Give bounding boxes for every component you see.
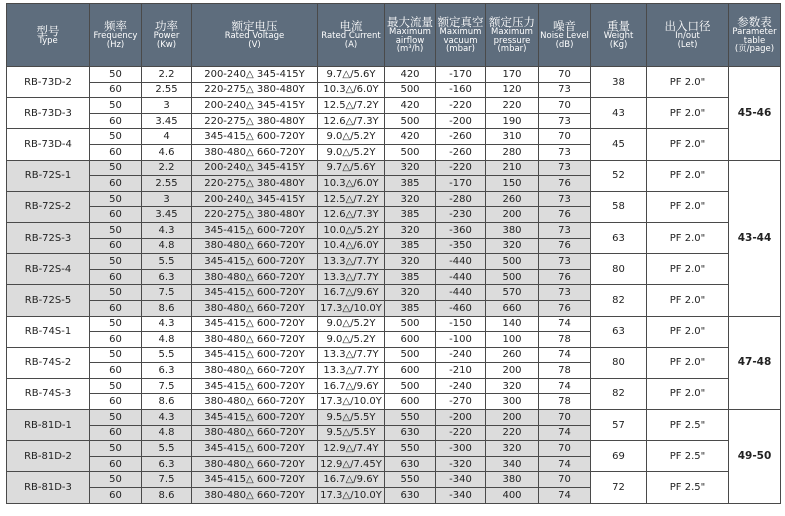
power-cell: 4.3: [142, 316, 192, 332]
header-noise: 噪音 Noise Level (dB): [539, 4, 591, 67]
inout-cell: PF 2.5": [647, 441, 729, 472]
pressure-cell: 200: [486, 410, 539, 426]
noise-cell: 70: [539, 67, 591, 83]
airflow-cell: 320: [385, 160, 436, 176]
noise-cell: 78: [539, 363, 591, 379]
vacuum-cell: -440: [436, 285, 486, 301]
voltage-cell: 380-480△ 660-720Y: [192, 238, 318, 254]
pressure-cell: 150: [486, 176, 539, 192]
table-row: [7, 285, 781, 301]
power-cell: 5.5: [142, 441, 192, 457]
frequency-cell: 50: [90, 410, 142, 426]
frequency-cell: 60: [90, 456, 142, 472]
noise-cell: 73: [539, 285, 591, 301]
current-cell: 9.0△/5.2Y: [318, 332, 385, 348]
voltage-cell: 345-415△ 600-720Y: [192, 254, 318, 270]
model-type-cell: RB-72S-4: [7, 254, 90, 285]
frequency-cell: 60: [90, 300, 142, 316]
noise-cell: 70: [539, 472, 591, 488]
model-type-cell: RB-72S-5: [7, 285, 90, 316]
noise-cell: 74: [539, 425, 591, 441]
current-cell: 13.3△/7.7Y: [318, 254, 385, 270]
pressure-cell: 200: [486, 207, 539, 223]
frequency-cell: 50: [90, 316, 142, 332]
current-cell: 16.7△/9.6Y: [318, 285, 385, 301]
pressure-cell: 340: [486, 456, 539, 472]
table-row: [7, 378, 781, 394]
vacuum-cell: -220: [436, 425, 486, 441]
noise-cell: 73: [539, 82, 591, 98]
current-cell: 17.3△/10.0Y: [318, 394, 385, 410]
noise-cell: 73: [539, 191, 591, 207]
pressure-cell: 280: [486, 144, 539, 160]
frequency-cell: 50: [90, 129, 142, 145]
parameter-page-cell: 45-46: [729, 67, 781, 161]
power-cell: 5.5: [142, 347, 192, 363]
voltage-cell: 380-480△ 660-720Y: [192, 300, 318, 316]
airflow-cell: 500: [385, 378, 436, 394]
current-cell: 9.0△/5.2Y: [318, 316, 385, 332]
model-type-cell: RB-72S-3: [7, 222, 90, 253]
airflow-cell: 600: [385, 363, 436, 379]
airflow-cell: 420: [385, 129, 436, 145]
power-cell: 2.55: [142, 176, 192, 192]
pressure-cell: 570: [486, 285, 539, 301]
inout-cell: PF 2.5": [647, 472, 729, 503]
vacuum-cell: -220: [436, 98, 486, 114]
inout-cell: PF 2.5": [647, 410, 729, 441]
vacuum-cell: -260: [436, 129, 486, 145]
vacuum-cell: -440: [436, 254, 486, 270]
inout-cell: PF 2.0": [647, 378, 729, 409]
current-cell: 12.5△/7.2Y: [318, 191, 385, 207]
voltage-cell: 200-240△ 345-415Y: [192, 98, 318, 114]
current-cell: 12.9△/7.4Y: [318, 441, 385, 457]
vacuum-cell: -300: [436, 441, 486, 457]
header-parameter-table: 参数表 Parameter table (页/page): [729, 4, 781, 67]
current-cell: 10.4△/6.0Y: [318, 238, 385, 254]
frequency-cell: 50: [90, 378, 142, 394]
frequency-cell: 50: [90, 98, 142, 114]
inout-cell: PF 2.0": [647, 129, 729, 160]
noise-cell: 78: [539, 332, 591, 348]
table-row: [7, 67, 781, 83]
airflow-cell: 385: [385, 176, 436, 192]
power-cell: 2.2: [142, 160, 192, 176]
power-cell: 7.5: [142, 472, 192, 488]
frequency-cell: 50: [90, 222, 142, 238]
header-weight: 重量 Weight (Kg): [591, 4, 647, 67]
model-type-cell: RB-74S-2: [7, 347, 90, 378]
power-cell: 6.3: [142, 269, 192, 285]
table-row: [7, 222, 781, 238]
power-cell: 8.6: [142, 488, 192, 504]
weight-cell: 82: [591, 285, 647, 316]
power-cell: 6.3: [142, 456, 192, 472]
voltage-cell: 200-240△ 345-415Y: [192, 191, 318, 207]
noise-cell: 74: [539, 347, 591, 363]
pressure-cell: 220: [486, 98, 539, 114]
current-cell: 9.7△/5.6Y: [318, 160, 385, 176]
noise-cell: 76: [539, 300, 591, 316]
frequency-cell: 50: [90, 160, 142, 176]
voltage-cell: 220-275△ 380-480Y: [192, 82, 318, 98]
frequency-cell: 50: [90, 254, 142, 270]
noise-cell: 73: [539, 222, 591, 238]
vacuum-cell: -100: [436, 332, 486, 348]
noise-cell: 70: [539, 129, 591, 145]
noise-cell: 70: [539, 410, 591, 426]
vacuum-cell: -150: [436, 316, 486, 332]
inout-cell: PF 2.0": [647, 254, 729, 285]
noise-cell: 73: [539, 113, 591, 129]
frequency-cell: 60: [90, 332, 142, 348]
weight-cell: 63: [591, 222, 647, 253]
frequency-cell: 50: [90, 472, 142, 488]
airflow-cell: 320: [385, 222, 436, 238]
voltage-cell: 345-415△ 600-720Y: [192, 378, 318, 394]
table-row: [7, 98, 781, 114]
current-cell: 9.5△/5.5Y: [318, 425, 385, 441]
voltage-cell: 380-480△ 660-720Y: [192, 332, 318, 348]
airflow-cell: 550: [385, 410, 436, 426]
pressure-cell: 380: [486, 222, 539, 238]
noise-cell: 74: [539, 488, 591, 504]
voltage-cell: 220-275△ 380-480Y: [192, 207, 318, 223]
frequency-cell: 60: [90, 82, 142, 98]
current-cell: 16.7△/9.6Y: [318, 472, 385, 488]
weight-cell: 72: [591, 472, 647, 503]
parameter-page-cell: 47-48: [729, 316, 781, 410]
power-cell: 7.5: [142, 285, 192, 301]
pressure-cell: 200: [486, 363, 539, 379]
pressure-cell: 320: [486, 378, 539, 394]
current-cell: 12.6△/7.3Y: [318, 113, 385, 129]
noise-cell: 76: [539, 238, 591, 254]
model-type-cell: RB-73D-4: [7, 129, 90, 160]
vacuum-cell: -440: [436, 269, 486, 285]
pressure-cell: 140: [486, 316, 539, 332]
noise-cell: 76: [539, 269, 591, 285]
noise-cell: 74: [539, 456, 591, 472]
model-type-cell: RB-73D-3: [7, 98, 90, 129]
airflow-cell: 630: [385, 488, 436, 504]
vacuum-cell: -340: [436, 472, 486, 488]
voltage-cell: 380-480△ 660-720Y: [192, 269, 318, 285]
vacuum-cell: -270: [436, 394, 486, 410]
vacuum-cell: -200: [436, 410, 486, 426]
table-body: [7, 67, 781, 504]
frequency-cell: 50: [90, 347, 142, 363]
pressure-cell: 300: [486, 394, 539, 410]
current-cell: 9.7△/5.6Y: [318, 67, 385, 83]
vacuum-cell: -280: [436, 191, 486, 207]
power-cell: 4: [142, 129, 192, 145]
current-cell: 9.0△/5.2Y: [318, 144, 385, 160]
pressure-cell: 500: [486, 269, 539, 285]
noise-cell: 73: [539, 160, 591, 176]
airflow-cell: 550: [385, 441, 436, 457]
current-cell: 16.7△/9.6Y: [318, 378, 385, 394]
voltage-cell: 200-240△ 345-415Y: [192, 67, 318, 83]
power-cell: 4.6: [142, 144, 192, 160]
model-type-cell: RB-72S-2: [7, 191, 90, 222]
frequency-cell: 60: [90, 176, 142, 192]
pressure-cell: 260: [486, 191, 539, 207]
power-cell: 2.2: [142, 67, 192, 83]
pressure-cell: 210: [486, 160, 539, 176]
voltage-cell: 380-480△ 660-720Y: [192, 456, 318, 472]
voltage-cell: 345-415△ 600-720Y: [192, 410, 318, 426]
table-row: [7, 129, 781, 145]
model-type-cell: RB-73D-2: [7, 67, 90, 98]
vacuum-cell: -260: [436, 144, 486, 160]
vacuum-cell: -200: [436, 113, 486, 129]
weight-cell: 38: [591, 67, 647, 98]
vacuum-cell: -320: [436, 456, 486, 472]
noise-cell: 73: [539, 144, 591, 160]
noise-cell: 74: [539, 316, 591, 332]
current-cell: 9.0△/5.2Y: [318, 129, 385, 145]
current-cell: 17.3△/10.0Y: [318, 488, 385, 504]
current-cell: 17.3△/10.0Y: [318, 300, 385, 316]
table-row: [7, 191, 781, 207]
power-cell: 3.45: [142, 207, 192, 223]
spec-table: [6, 3, 781, 504]
voltage-cell: 380-480△ 660-720Y: [192, 488, 318, 504]
power-cell: 6.3: [142, 363, 192, 379]
airflow-cell: 550: [385, 472, 436, 488]
weight-cell: 82: [591, 378, 647, 409]
header-row: [7, 4, 781, 67]
inout-cell: PF 2.0": [647, 316, 729, 347]
power-cell: 3: [142, 98, 192, 114]
frequency-cell: 50: [90, 285, 142, 301]
pressure-cell: 660: [486, 300, 539, 316]
noise-cell: 76: [539, 207, 591, 223]
voltage-cell: 345-415△ 600-720Y: [192, 347, 318, 363]
airflow-cell: 320: [385, 285, 436, 301]
current-cell: 12.5△/7.2Y: [318, 98, 385, 114]
airflow-cell: 600: [385, 332, 436, 348]
model-type-cell: RB-81D-1: [7, 410, 90, 441]
table-row: [7, 347, 781, 363]
pressure-cell: 220: [486, 425, 539, 441]
airflow-cell: 385: [385, 207, 436, 223]
voltage-cell: 380-480△ 660-720Y: [192, 363, 318, 379]
weight-cell: 45: [591, 129, 647, 160]
voltage-cell: 200-240△ 345-415Y: [192, 160, 318, 176]
weight-cell: 43: [591, 98, 647, 129]
vacuum-cell: -160: [436, 82, 486, 98]
vacuum-cell: -360: [436, 222, 486, 238]
pressure-cell: 320: [486, 441, 539, 457]
current-cell: 10.3△/6.0Y: [318, 82, 385, 98]
noise-cell: 76: [539, 176, 591, 192]
model-type-cell: RB-74S-1: [7, 316, 90, 347]
voltage-cell: 380-480△ 660-720Y: [192, 394, 318, 410]
header-frequency: 频率 Frequency (Hz): [90, 4, 142, 67]
power-cell: 4.8: [142, 425, 192, 441]
frequency-cell: 60: [90, 394, 142, 410]
current-cell: 12.9△/7.45Y: [318, 456, 385, 472]
frequency-cell: 50: [90, 441, 142, 457]
inout-cell: PF 2.0": [647, 222, 729, 253]
voltage-cell: 380-480△ 660-720Y: [192, 144, 318, 160]
table-row: [7, 254, 781, 270]
airflow-cell: 500: [385, 144, 436, 160]
current-cell: 10.0△/5.2Y: [318, 222, 385, 238]
current-cell: 13.3△/7.7Y: [318, 363, 385, 379]
pressure-cell: 100: [486, 332, 539, 348]
weight-cell: 63: [591, 316, 647, 347]
inout-cell: PF 2.0": [647, 191, 729, 222]
airflow-cell: 320: [385, 191, 436, 207]
weight-cell: 80: [591, 347, 647, 378]
airflow-cell: 320: [385, 254, 436, 270]
power-cell: 2.55: [142, 82, 192, 98]
table-row: [7, 316, 781, 332]
header-rated-voltage: 额定电压 Rated Voltage (V): [192, 4, 318, 67]
vacuum-cell: -240: [436, 378, 486, 394]
parameter-page-cell: 43-44: [729, 160, 781, 316]
table-row: [7, 472, 781, 488]
vacuum-cell: -220: [436, 160, 486, 176]
airflow-cell: 500: [385, 82, 436, 98]
vacuum-cell: -170: [436, 67, 486, 83]
power-cell: 4.3: [142, 410, 192, 426]
voltage-cell: 345-415△ 600-720Y: [192, 316, 318, 332]
model-type-cell: RB-81D-2: [7, 441, 90, 472]
noise-cell: 70: [539, 98, 591, 114]
airflow-cell: 420: [385, 67, 436, 83]
model-type-cell: RB-72S-1: [7, 160, 90, 191]
voltage-cell: 220-275△ 380-480Y: [192, 176, 318, 192]
airflow-cell: 420: [385, 98, 436, 114]
pressure-cell: 190: [486, 113, 539, 129]
voltage-cell: 380-480△ 660-720Y: [192, 425, 318, 441]
pressure-cell: 320: [486, 238, 539, 254]
current-cell: 12.6△/7.3Y: [318, 207, 385, 223]
current-cell: 13.3△/7.7Y: [318, 269, 385, 285]
noise-cell: 74: [539, 378, 591, 394]
frequency-cell: 60: [90, 488, 142, 504]
header-inout: 出入口径 In/out (Let): [647, 4, 729, 67]
inout-cell: PF 2.0": [647, 347, 729, 378]
model-type-cell: RB-81D-3: [7, 472, 90, 503]
vacuum-cell: -460: [436, 300, 486, 316]
table-row: [7, 441, 781, 457]
airflow-cell: 630: [385, 456, 436, 472]
pressure-cell: 500: [486, 254, 539, 270]
pressure-cell: 120: [486, 82, 539, 98]
weight-cell: 52: [591, 160, 647, 191]
table-row: [7, 410, 781, 426]
airflow-cell: 385: [385, 269, 436, 285]
frequency-cell: 60: [90, 144, 142, 160]
noise-cell: 78: [539, 394, 591, 410]
frequency-cell: 50: [90, 67, 142, 83]
current-cell: 13.3△/7.7Y: [318, 347, 385, 363]
frequency-cell: 60: [90, 269, 142, 285]
header-vacuum: 额定真空 Maximum vacuum (mbar): [436, 4, 486, 67]
header-airflow: 最大流量 Maximum airflow (m³/h): [385, 4, 436, 67]
voltage-cell: 345-415△ 600-720Y: [192, 222, 318, 238]
power-cell: 4.3: [142, 222, 192, 238]
voltage-cell: 345-415△ 600-720Y: [192, 472, 318, 488]
vacuum-cell: -210: [436, 363, 486, 379]
inout-cell: PF 2.0": [647, 160, 729, 191]
header-type: 型号 Type: [7, 4, 90, 67]
parameter-page-cell: 49-50: [729, 410, 781, 504]
power-cell: 4.8: [142, 238, 192, 254]
pressure-cell: 380: [486, 472, 539, 488]
pressure-cell: 260: [486, 347, 539, 363]
current-cell: 9.5△/5.5Y: [318, 410, 385, 426]
header-power: 功率 Power (Kw): [142, 4, 192, 67]
power-cell: 8.6: [142, 300, 192, 316]
vacuum-cell: -230: [436, 207, 486, 223]
inout-cell: PF 2.0": [647, 67, 729, 98]
airflow-cell: 385: [385, 300, 436, 316]
airflow-cell: 630: [385, 425, 436, 441]
power-cell: 5.5: [142, 254, 192, 270]
power-cell: 8.6: [142, 394, 192, 410]
table-row: [7, 160, 781, 176]
frequency-cell: 50: [90, 191, 142, 207]
current-cell: 10.3△/6.0Y: [318, 176, 385, 192]
airflow-cell: 500: [385, 347, 436, 363]
power-cell: 3: [142, 191, 192, 207]
power-cell: 7.5: [142, 378, 192, 394]
frequency-cell: 60: [90, 113, 142, 129]
header-pressure: 额定压力 Maximum pressure (mbar): [486, 4, 539, 67]
noise-cell: 73: [539, 254, 591, 270]
vacuum-cell: -350: [436, 238, 486, 254]
airflow-cell: 500: [385, 316, 436, 332]
airflow-cell: 385: [385, 238, 436, 254]
vacuum-cell: -170: [436, 176, 486, 192]
voltage-cell: 345-415△ 600-720Y: [192, 285, 318, 301]
inout-cell: PF 2.0": [647, 285, 729, 316]
model-type-cell: RB-74S-3: [7, 378, 90, 409]
weight-cell: 69: [591, 441, 647, 472]
airflow-cell: 500: [385, 113, 436, 129]
voltage-cell: 220-275△ 380-480Y: [192, 113, 318, 129]
voltage-cell: 345-415△ 600-720Y: [192, 441, 318, 457]
vacuum-cell: -240: [436, 347, 486, 363]
frequency-cell: 60: [90, 238, 142, 254]
pressure-cell: 400: [486, 488, 539, 504]
weight-cell: 80: [591, 254, 647, 285]
airflow-cell: 600: [385, 394, 436, 410]
frequency-cell: 60: [90, 425, 142, 441]
power-cell: 3.45: [142, 113, 192, 129]
pressure-cell: 170: [486, 67, 539, 83]
inout-cell: PF 2.0": [647, 98, 729, 129]
weight-cell: 57: [591, 410, 647, 441]
voltage-cell: 345-415△ 600-720Y: [192, 129, 318, 145]
power-cell: 4.8: [142, 332, 192, 348]
frequency-cell: 60: [90, 207, 142, 223]
pressure-cell: 310: [486, 129, 539, 145]
header-rated-current: 电流 Rated Current (A): [318, 4, 385, 67]
vacuum-cell: -340: [436, 488, 486, 504]
noise-cell: 70: [539, 441, 591, 457]
frequency-cell: 60: [90, 363, 142, 379]
weight-cell: 58: [591, 191, 647, 222]
